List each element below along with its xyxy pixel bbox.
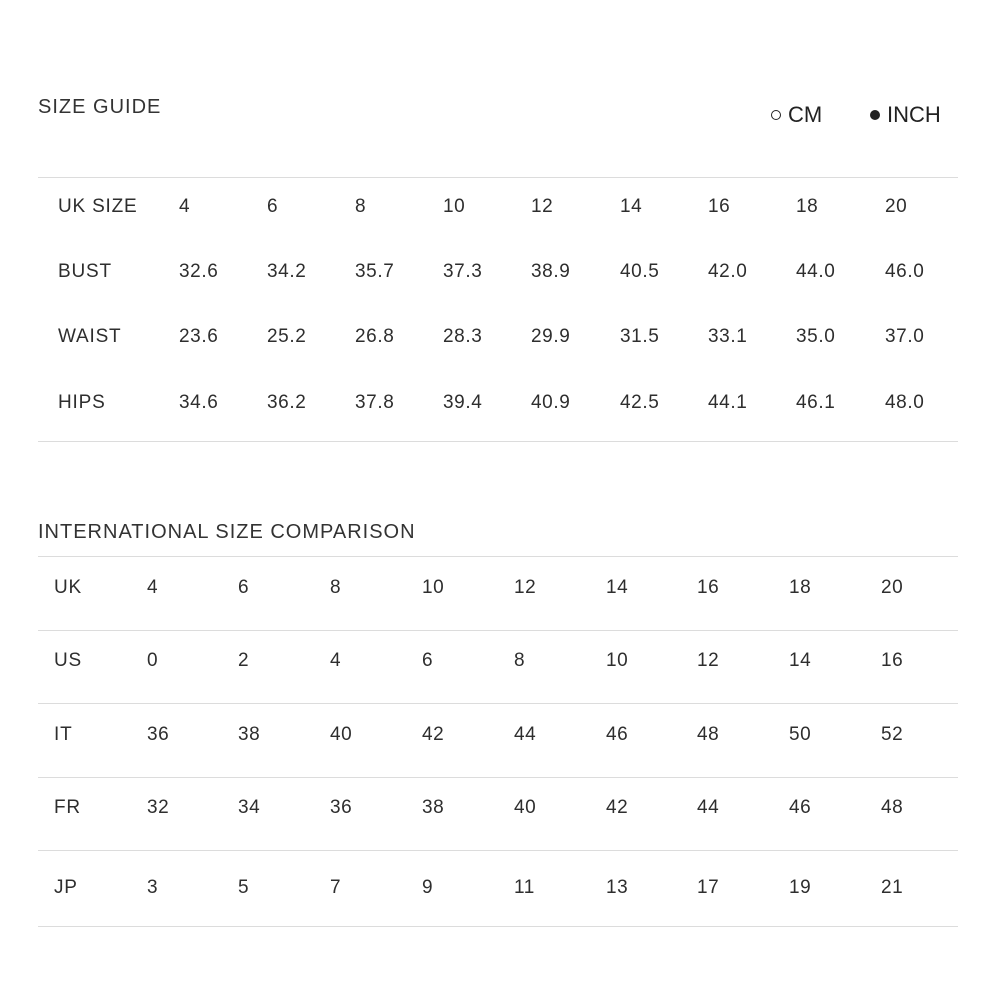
table-cell: 46 [606,724,629,745]
table-cell: 23.6 [179,326,219,347]
table-cell: 10 [443,196,466,217]
table-cell: 14 [606,577,629,598]
row-label: JP [54,877,78,898]
table-cell: 40 [330,724,353,745]
table-cell: 5 [238,877,250,898]
table-cell: 14 [789,650,812,671]
table-cell: 33.1 [708,326,748,347]
table-row [0,322,1000,352]
row-label: HIPS [58,392,106,413]
table-cell: 28.3 [443,326,483,347]
table-cell: 42 [422,724,445,745]
table-cell: 40.9 [531,392,571,413]
table-cell: 35.7 [355,261,395,282]
table-cell: 18 [796,196,819,217]
table-cell: 44 [514,724,537,745]
unit-toggle [771,101,961,129]
table-cell: 35.0 [796,326,836,347]
table-cell: 6 [267,196,279,217]
table-cell: 19 [789,877,812,898]
row-label: WAIST [58,326,122,347]
row-label: BUST [58,261,112,282]
table-cell: 16 [708,196,731,217]
table-cell: 6 [238,577,250,598]
table-cell: 48.0 [885,392,925,413]
table-cell: 12 [514,577,537,598]
table-cell: 46.0 [885,261,925,282]
table-cell: 10 [422,577,445,598]
international-comparison-title: INTERNATIONAL SIZE COMPARISON [38,521,416,543]
table-cell: 29.9 [531,326,571,347]
table-cell: 3 [147,877,159,898]
table-cell: 44.1 [708,392,748,413]
table-cell: 37.0 [885,326,925,347]
table-cell: 8 [514,650,526,671]
row-label: US [54,650,82,671]
table-cell: 18 [789,577,812,598]
table-cell: 25.2 [267,326,307,347]
divider [38,630,958,631]
table-cell: 20 [885,196,908,217]
table-cell: 9 [422,877,434,898]
table-cell: 12 [531,196,554,217]
table-row [0,793,1000,823]
table-row [0,573,1000,603]
table-cell: 40.5 [620,261,660,282]
table-cell: 37.3 [443,261,483,282]
table-cell: 48 [881,797,904,818]
table-cell: 52 [881,724,904,745]
table-cell: 44 [697,797,720,818]
table-cell: 26.8 [355,326,395,347]
unit-label-inch: INCH [887,102,941,127]
table-cell: 16 [697,577,720,598]
divider [38,703,958,704]
table-cell: 6 [422,650,434,671]
row-label: IT [54,724,73,745]
table-cell: 40 [514,797,537,818]
size-guide-title: SIZE GUIDE [38,96,162,118]
table-row [0,873,1000,903]
divider [38,177,958,178]
divider [38,850,958,851]
table-cell: 8 [355,196,367,217]
table-cell: 50 [789,724,812,745]
row-label: UK SIZE [58,196,138,217]
table-cell: 42 [606,797,629,818]
table-cell: 44.0 [796,261,836,282]
table-cell: 4 [147,577,159,598]
table-cell: 0 [147,650,159,671]
table-cell: 7 [330,877,342,898]
table-cell: 36 [330,797,353,818]
table-cell: 38.9 [531,261,571,282]
table-cell: 36.2 [267,392,307,413]
table-cell: 34.2 [267,261,307,282]
table-cell: 42.0 [708,261,748,282]
table-row [0,646,1000,676]
row-label: FR [54,797,81,818]
table-cell: 8 [330,577,342,598]
table-cell: 17 [697,877,720,898]
row-label: UK [54,577,82,598]
unit-option-inch[interactable] [870,101,941,129]
divider [38,777,958,778]
unit-label-cm: CM [788,102,823,127]
divider [38,556,958,557]
table-cell: 34 [238,797,261,818]
table-cell: 13 [606,877,629,898]
table-row [0,192,1000,222]
table-cell: 21 [881,877,904,898]
table-cell: 48 [697,724,720,745]
table-cell: 10 [606,650,629,671]
table-cell: 2 [238,650,250,671]
table-row [0,720,1000,750]
table-cell: 39.4 [443,392,483,413]
table-cell: 34.6 [179,392,219,413]
divider [38,441,958,442]
table-cell: 11 [514,877,535,898]
table-cell: 32 [147,797,170,818]
table-cell: 46 [789,797,812,818]
table-row [0,388,1000,418]
table-cell: 4 [330,650,342,671]
table-cell: 38 [238,724,261,745]
table-cell: 36 [147,724,170,745]
unit-option-cm[interactable] [771,101,822,129]
table-cell: 31.5 [620,326,660,347]
table-cell: 4 [179,196,191,217]
table-cell: 42.5 [620,392,660,413]
table-row [0,257,1000,287]
radio-selected-icon [870,110,880,120]
table-cell: 14 [620,196,643,217]
table-cell: 37.8 [355,392,395,413]
table-cell: 16 [881,650,904,671]
table-cell: 46.1 [796,392,836,413]
table-cell: 38 [422,797,445,818]
table-cell: 12 [697,650,720,671]
divider [38,926,958,927]
table-cell: 32.6 [179,261,219,282]
radio-unselected-icon [771,110,781,120]
table-cell: 20 [881,577,904,598]
